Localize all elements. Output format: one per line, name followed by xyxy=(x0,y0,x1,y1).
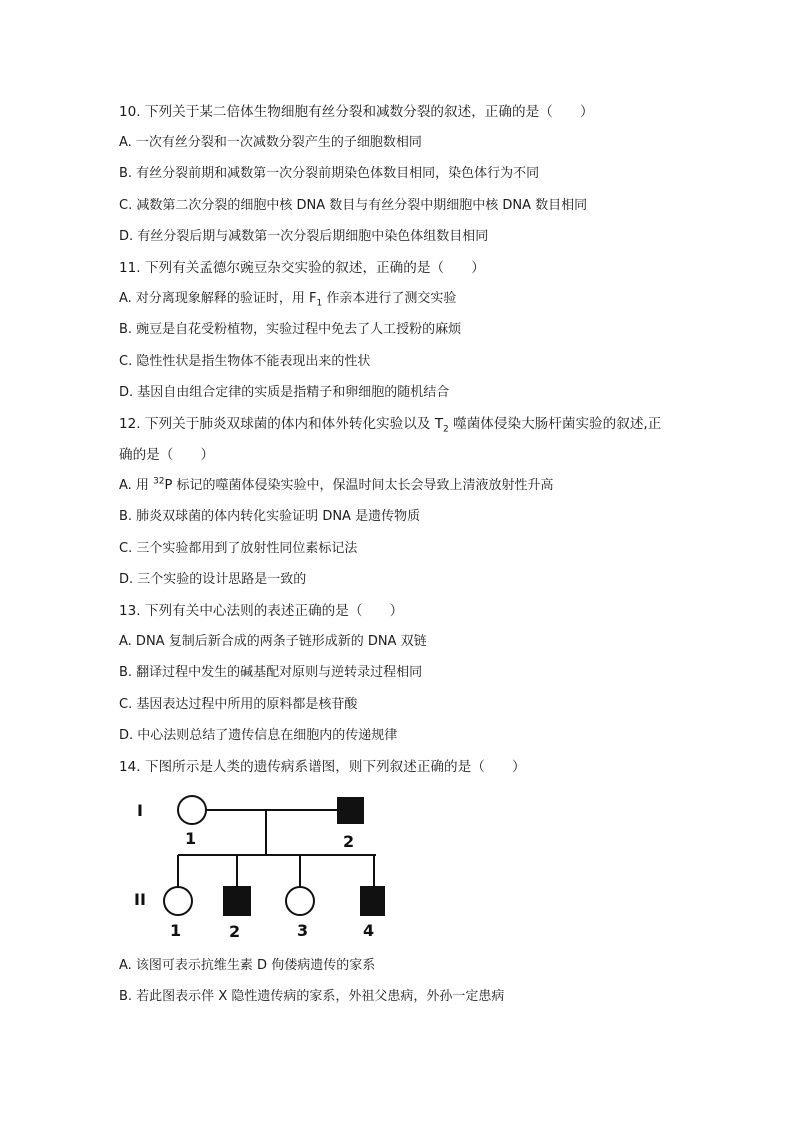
q13-stem-text: 下列有关中心法则的表述正确的是（ ） xyxy=(144,603,404,619)
q12-option-a xyxy=(119,477,554,495)
q14-stem-text: 下图所示是人类的遗传病系谱图，则下列叙述正确的是（ ） xyxy=(144,759,526,775)
pedigree-chart xyxy=(125,785,385,945)
q12-option-c: C. 三个实验都用到了放射性同位素标记法 xyxy=(119,541,358,556)
gen2-individual-2-male-affected xyxy=(223,886,251,916)
gen2-label-3: 3 xyxy=(297,921,309,940)
generation-label-2: II xyxy=(134,890,146,909)
q11-number: 11. xyxy=(119,260,141,276)
subscript-1: 1 xyxy=(316,298,323,309)
q13-option-b: B. 翻译过程中发生的碱基配对原则与逆转录过程相同 xyxy=(119,665,423,680)
q10-option-d: D. 有丝分裂后期与减数第一次分裂后期细胞中染色体组数目相同 xyxy=(119,229,489,244)
generation-label-1: I xyxy=(137,801,143,820)
gen1-individual-2-male-affected xyxy=(337,797,364,824)
q12-stem xyxy=(119,415,661,433)
q13-stem xyxy=(119,602,403,620)
q13-number: 13. xyxy=(119,603,141,619)
q10-option-a: A. 一次有丝分裂和一次减数分裂产生的子细胞数相同 xyxy=(119,135,422,150)
gen1-individual-1-female xyxy=(178,796,206,824)
q11-option-b: B. 豌豆是自花受粉植物，实验过程中免去了人工授粉的麻烦 xyxy=(119,322,462,337)
q10-option-c: C. 减数第二次分裂的细胞中核 DNA 数目与有丝分裂中期细胞中核 DNA 数目相同 xyxy=(119,198,588,213)
q12-stem-text-cont: 噬菌体侵染大肠杆菌实验的叙述,正 xyxy=(448,416,662,432)
q12-stem-text: 下列关于肺炎双球菌的体内和体外转化实验以及 T xyxy=(144,416,444,432)
q14-option-a: A. 该图可表示抗维生素 D 佝偻病遗传的家系 xyxy=(119,958,376,973)
q11-option-c: C. 隐性性状是指生物体不能表现出来的性状 xyxy=(119,354,371,369)
q13-option-c: C. 基因表达过程中所用的原料都是核苷酸 xyxy=(119,697,358,712)
gen2-individual-3-female xyxy=(286,887,314,915)
gen2-individual-1-female xyxy=(164,887,192,915)
gen2-individual-4-male-affected xyxy=(360,886,385,916)
q11-option-a-text: A. 对分离现象解释的验证时，用 F xyxy=(119,291,317,306)
q11-option-d: D. 基因自由组合定律的实质是指精子和卵细胞的随机结合 xyxy=(119,385,450,400)
q10-number: 10. xyxy=(119,104,141,120)
gen1-label-1: 1 xyxy=(185,829,197,848)
q12-number: 12. xyxy=(119,416,141,432)
gen2-label-2: 2 xyxy=(229,922,241,941)
q12-option-a-text: A. 用 xyxy=(119,478,154,493)
q13-option-a: A. DNA 复制后新合成的两条子链形成新的 DNA 双链 xyxy=(119,634,427,649)
gen2-label-4: 4 xyxy=(363,921,375,940)
q12-option-b: B. 肺炎双球菌的体内转化实验证明 DNA 是遗传物质 xyxy=(119,509,421,524)
superscript-32: 32 xyxy=(153,476,165,487)
q11-option-a xyxy=(119,290,456,308)
gen2-label-1: 1 xyxy=(170,921,182,940)
q11-stem xyxy=(119,259,485,277)
q12-option-d: D. 三个实验的设计思路是一致的 xyxy=(119,572,307,587)
q12-option-a-text-cont: P 标记的噬菌体侵染实验中，保温时间太长会导致上清液放射性升高 xyxy=(164,478,554,493)
q14-option-b: B. 若此图表示伴 X 隐性遗传病的家系，外祖父患病，外孙一定患病 xyxy=(119,989,505,1004)
q11-option-a-text-cont: 作亲本进行了测交实验 xyxy=(322,291,457,306)
q12-stem-line2: 确的是（ ） xyxy=(119,447,215,463)
q13-option-d: D. 中心法则总结了遗传信息在细胞内的传递规律 xyxy=(119,728,398,743)
q10-option-b: B. 有丝分裂前期和减数第一次分裂前期染色体数目相同，染色体行为不同 xyxy=(119,166,540,181)
q10-stem xyxy=(119,103,594,121)
q14-number: 14. xyxy=(119,759,141,775)
subscript-2: 2 xyxy=(443,424,449,435)
gen1-label-2: 2 xyxy=(343,832,355,851)
q11-stem-text: 下列有关孟德尔豌豆杂交实验的叙述，正确的是（ ） xyxy=(144,260,485,276)
q14-stem xyxy=(119,758,526,776)
q10-stem-text: 下列关于某二倍体生物细胞有丝分裂和减数分裂的叙述，正确的是（ ） xyxy=(144,104,594,120)
